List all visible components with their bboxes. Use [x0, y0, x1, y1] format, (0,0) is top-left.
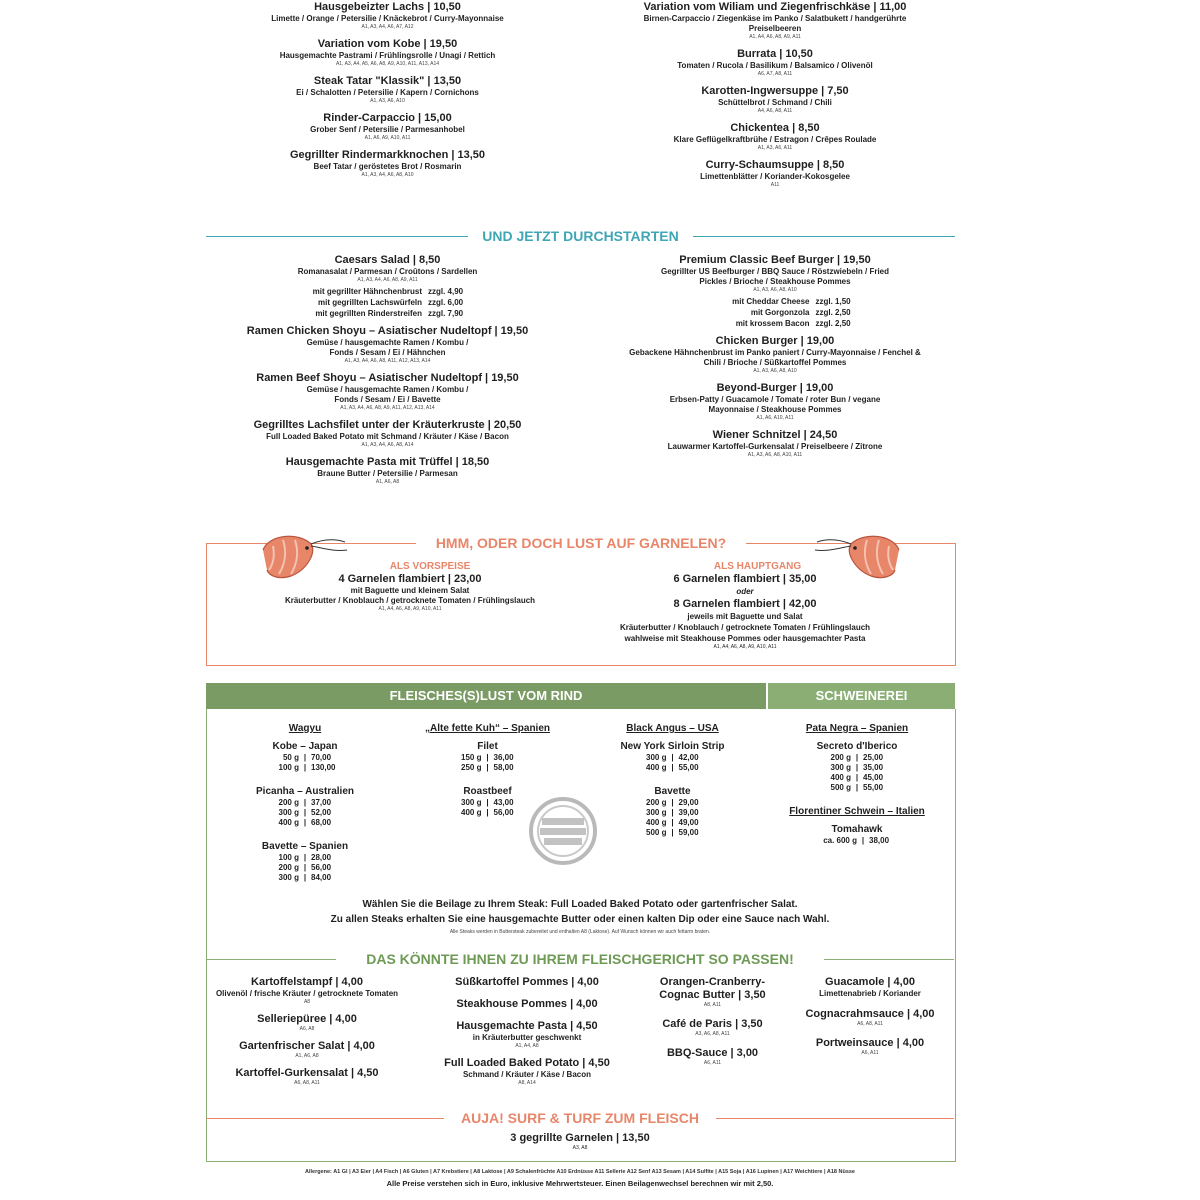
item-title: Beyond-Burger | 19,00 — [716, 382, 834, 394]
prawns-starter — [240, 561, 580, 620]
price: 25,00 — [863, 753, 884, 762]
weight: 400 g — [830, 773, 851, 782]
price: 36,00 — [493, 753, 514, 762]
price: 70,00 — [311, 753, 332, 762]
sides-col-2 — [432, 976, 622, 1094]
extra-price: zzgl. 6,00 — [428, 298, 464, 307]
weight-row: 400 g | 56,00 — [400, 808, 575, 818]
item-allergens: A1, A6, A8 — [295, 1053, 319, 1059]
steak-note-3: Alle Steaks werden in Buttersteak zubereitet und enthalten A8 (Laktose). Auf Wunsch können wir auch fettarm braten. — [449, 929, 711, 935]
item-title: Premium Classic Beef Burger | 19,50 — [679, 254, 871, 266]
price: 38,00 — [869, 836, 890, 845]
item-title: Kartoffelstampf | 4,00 — [251, 976, 363, 988]
item-desc: Olivenöl / frische Kräuter / getrocknete Tomaten — [215, 989, 399, 998]
item-title: Selleriepüree | 4,00 — [257, 1013, 357, 1025]
weight-row: 200 g | 37,00 — [225, 798, 385, 808]
item-title: Wiener Schnitzel | 24,50 — [712, 429, 838, 441]
weight: 200 g — [646, 798, 667, 807]
weight: 400 g — [646, 818, 667, 827]
menu-item — [620, 48, 930, 78]
item-allergens: A6, A11 — [861, 1050, 879, 1056]
price: 37,00 — [311, 798, 332, 807]
extra-row — [620, 296, 930, 307]
footer-prices: Alle Preise verstehen sich in Euro, inklusive Mehrwertsteuer. Einen Beilagenwechsel berechnen wir mit 2,50. — [386, 1179, 774, 1188]
weight: 50 g — [282, 753, 299, 762]
item-desc: oder — [736, 587, 754, 596]
section-title-durchstarten: UND JETZT DURCHSTARTEN — [482, 228, 679, 244]
weight-row: 300 g | 52,00 — [225, 808, 385, 818]
item-title: Süßkartoffel Pommes | 4,00 — [455, 976, 599, 988]
item-title: Steakhouse Pommes | 4,00 — [456, 998, 598, 1010]
menu-item — [225, 1, 550, 31]
menu-item — [225, 112, 550, 142]
item-desc: Lauwarmer Kartoffel-Gurkensalat / Preiselbeere / Zitrone — [667, 442, 883, 451]
pata-column — [772, 722, 942, 846]
item-allergens: A1, A3, A4, A6, A8, A9, A11, A12, A13, A14 — [340, 405, 435, 411]
item-allergens: A1, A3, A6, A8, A10, A11 — [747, 452, 803, 458]
weight: 150 g — [461, 753, 482, 762]
item-desc: in Kräuterbutter geschwenkt — [472, 1033, 582, 1042]
item-allergens: A1, A4, A6, A8, A9, A10, A11 — [713, 644, 777, 650]
menu-item — [640, 1018, 785, 1038]
item-desc: Tomaten / Rucola / Basilikum / Balsamico / Olivenöl — [677, 61, 873, 70]
logo-stamp-icon — [528, 796, 598, 866]
item-title: Hausgemachte Pasta mit Trüffel | 18,50 — [285, 456, 490, 468]
divider — [206, 1118, 444, 1119]
weight-row: 200 g | 56,00 — [225, 863, 385, 873]
item-desc: Romanasalat / Parmesan / Croûtons / Sardellen — [297, 267, 478, 276]
weight: 500 g — [830, 783, 851, 792]
prawns-main — [590, 561, 900, 651]
menu-item — [212, 1067, 402, 1087]
divider — [824, 959, 954, 960]
item-allergens: A1, A3, A4, A6, A8, A14 — [361, 442, 414, 448]
weight: 250 g — [461, 763, 482, 772]
menu-item — [432, 976, 622, 989]
price: 55,00 — [678, 763, 699, 772]
extra-label: mit gegrillter Hähnchenbrust — [312, 287, 422, 296]
weight-row: 50 g | 70,00 — [225, 753, 385, 763]
extra-price: zzgl. 4,90 — [428, 287, 464, 296]
item-allergens: A1, A3, A6, A10 — [370, 98, 405, 104]
weight: 100 g — [278, 853, 299, 862]
item-desc: Gegrillter US Beefburger / BBQ Sauce / Röstzwiebeln / Fried Pickles / Brioche / Steakhouse Pommes — [660, 267, 890, 286]
item-desc: Gemüse / hausgemachte Ramen / Kombu / Fonds / Sesam / Ei / Bavette — [306, 385, 469, 404]
item-desc: Schmand / Kräuter / Käse / Bacon — [462, 1070, 592, 1079]
extra-row — [620, 318, 930, 329]
starters-left-column — [225, 1, 550, 186]
starters-right-column — [620, 1, 930, 196]
weight: 200 g — [830, 753, 851, 762]
price: 35,00 — [863, 763, 884, 772]
item-allergens: A6, A11 — [703, 1060, 722, 1066]
price: 84,00 — [311, 873, 332, 882]
item-allergens: A8, A11 — [703, 1002, 722, 1008]
menu-item — [620, 1, 930, 41]
item-allergens: A1, A3, A4, A5, A6, A8, A9, A10, A11, A13, A14 — [335, 61, 440, 67]
weight-row: 100 g | 28,00 — [225, 853, 385, 863]
menu-item — [790, 1008, 950, 1028]
weight: 300 g — [830, 763, 851, 772]
divider — [693, 236, 955, 237]
weight: 200 g — [278, 798, 299, 807]
menu-item — [620, 429, 930, 459]
item-title: Karotten-Ingwersuppe | 7,50 — [701, 85, 849, 97]
item-allergens: A1, A3, A4, A6, A8, A10 — [361, 172, 414, 178]
menu-item — [240, 573, 580, 613]
mains-right-column — [620, 254, 930, 466]
item-title: Chicken Burger | 19,00 — [715, 335, 835, 347]
price: 56,00 — [493, 808, 514, 817]
price: 52,00 — [311, 808, 332, 817]
cut-name: Tomahawk — [831, 824, 883, 835]
weight: 300 g — [461, 798, 482, 807]
cut-name: Roastbeef — [463, 786, 512, 797]
pata-heading: Pata Negra – Spanien — [805, 723, 909, 734]
item-title: Caesars Salad | 8,50 — [334, 254, 441, 266]
menu-item — [225, 372, 550, 412]
item-desc: Kräuterbutter / Knoblauch / getrocknete Tomaten / Frühlingslauch — [284, 596, 536, 605]
item-title: Guacamole | 4,00 — [825, 976, 915, 988]
price: 56,00 — [311, 863, 332, 872]
divider — [716, 1118, 954, 1119]
weight-row: 300 g | 84,00 — [225, 873, 385, 883]
item-title: Full Loaded Baked Potato | 4,50 — [444, 1057, 610, 1069]
item-title: Chickentea | 8,50 — [730, 122, 820, 134]
menu-item — [432, 1020, 622, 1050]
item-title: Gartenfrischer Salat | 4,00 — [239, 1040, 375, 1052]
prawns-starter-label: ALS VORSPEISE — [389, 561, 471, 572]
menu-item — [432, 998, 622, 1011]
item-allergens: A11 — [770, 182, 780, 188]
item-title: Gegrilltes Lachsfilet unter der Kräuterkruste | 20,50 — [253, 419, 522, 431]
extra-row — [225, 286, 550, 297]
item-allergens: A3, A8 — [572, 1145, 588, 1151]
weight: 300 g — [278, 808, 299, 817]
cut-name: Bavette — [654, 786, 691, 797]
menu-item — [640, 1047, 785, 1067]
item-allergens: A1, A6, A10, A11 — [756, 415, 794, 421]
menu-item — [640, 976, 785, 1009]
cut-name: Filet — [477, 741, 498, 752]
price: 55,00 — [863, 783, 884, 792]
kuh-heading: „Alte fette Kuh“ – Spanien — [424, 723, 550, 734]
menu-item — [225, 38, 550, 68]
item-title: Café de Paris | 3,50 — [662, 1018, 763, 1030]
item-desc: Klare Geflügelkraftbrühe / Estragon / Crêpes Roulade — [673, 135, 877, 144]
item-desc: Limette / Orange / Petersilie / Knäckebrot / Curry-Mayonnaise — [271, 14, 504, 23]
item-desc: Schüttelbrot / Schmand / Chili — [718, 98, 832, 107]
item-title: Ramen Beef Shoyu – Asiatischer Nudeltopf | 19,50 — [256, 372, 519, 384]
menu-item — [225, 456, 550, 486]
item-title: Variation vom Kobe | 19,50 — [317, 38, 458, 50]
divider — [206, 236, 468, 237]
weight: 300 g — [646, 753, 667, 762]
menu-item — [225, 149, 550, 179]
weight: 400 g — [461, 808, 482, 817]
menu-item — [212, 1040, 402, 1060]
weight: 100 g — [278, 763, 299, 772]
item-title: Hausgebeizter Lachs | 10,50 — [314, 1, 461, 13]
weight-row: ca. 600 g | 38,00 — [772, 836, 942, 846]
item-allergens: A1, A3, A6, A8, A10 — [753, 287, 797, 293]
florentiner-heading: Florentiner Schwein – Italien — [789, 806, 925, 817]
item-allergens: A1, A3, A4, A6, A8, A9, A11 — [357, 277, 418, 283]
menu-item — [620, 382, 930, 422]
sides-col-3 — [640, 976, 785, 1074]
pork-header-text: SCHWEINEREI — [815, 688, 908, 703]
weight: 500 g — [646, 828, 667, 837]
weight-row: 300 g | 43,00 — [400, 798, 575, 808]
item-title: Variation vom Wiliam und Ziegenfrischkäse | 11,00 — [643, 1, 907, 13]
item-allergens: A6, A7, A8, A11 — [757, 71, 793, 77]
item-desc: Kräuterbutter / Knoblauch / getrocknete Tomaten / Frühlingslauch — [619, 623, 871, 632]
weight-row: 400 g | 45,00 — [772, 773, 942, 783]
item-allergens: A1, A6, A9, A10, A11 — [364, 135, 411, 141]
item-desc: wahlweise mit Steakhouse Pommes oder hausgemachter Pasta — [624, 634, 866, 643]
beef-header-text: FLEISCHES(S)LUST VOM RIND — [389, 688, 583, 703]
wagyu-heading: Wagyu — [288, 723, 322, 734]
extra-label: mit gegrillten Lachswürfeln — [317, 298, 422, 307]
item-desc: Braune Butter / Petersilie / Parmesan — [317, 469, 458, 478]
weight-row: 500 g | 55,00 — [772, 783, 942, 793]
price: 29,00 — [678, 798, 699, 807]
weight: 300 g — [278, 873, 299, 882]
cut-name: Secreto d'Iberico — [816, 741, 898, 752]
steak-note-2: Zu allen Steaks erhalten Sie eine hausgemachte Butter oder einen kalten Dip oder eine Sauce nach Wahl. — [330, 914, 830, 925]
item-desc: Birnen-Carpaccio / Ziegenkäse im Panko / Salatbukett / handgerührte Preiselbeeren — [643, 14, 907, 33]
price: 43,00 — [493, 798, 514, 807]
extra-row — [620, 307, 930, 318]
weight-row: 400 g | 68,00 — [225, 818, 385, 828]
item-allergens: A8 — [303, 999, 311, 1005]
item-title: Cognacrahmsauce | 4,00 — [805, 1008, 935, 1020]
menu-item — [225, 254, 550, 284]
price: 130,00 — [311, 763, 336, 772]
price: 45,00 — [863, 773, 884, 782]
section-title-sides: DAS KÖNNTE IHNEN ZU IHREM FLEISCHGERICHT SO PASSEN! — [366, 951, 794, 967]
item-title: Steak Tatar "Klassik" | 13,50 — [313, 75, 462, 87]
item-title: Gegrillter Rindermarkknochen | 13,50 — [289, 149, 486, 161]
menu-item — [225, 325, 550, 365]
item-desc: Gemüse / hausgemachte Ramen / Kombu / Fonds / Sesam / Ei / Hähnchen — [306, 338, 469, 357]
item-desc: Grober Senf / Petersilie / Parmesanhobel — [310, 125, 465, 134]
menu-item — [620, 159, 930, 189]
item-allergens: A6, A8, A11 — [857, 1021, 883, 1027]
extra-row — [225, 308, 550, 319]
item-title: 6 Garnelen flambiert | 35,00 — [673, 573, 817, 585]
price: 39,00 — [678, 808, 699, 817]
menu-item — [620, 254, 930, 294]
section-title-surf: AUJA! SURF & TURF ZUM FLEISCH — [461, 1110, 699, 1126]
item-allergens: A6, A8 — [299, 1026, 315, 1032]
divider — [206, 959, 336, 960]
item-allergens: A1, A4, A6, A8, A9, A10, A11 — [378, 606, 442, 612]
extra-price: zzgl. 7,90 — [428, 309, 464, 318]
weight: 300 g — [646, 808, 667, 817]
item-allergens: A1, A3, A6, A11 — [757, 145, 793, 151]
item-title: Hausgemachte Pasta | 4,50 — [456, 1020, 598, 1032]
item-desc: Ei / Schalotten / Petersilie / Kapern / Cornichons — [296, 88, 479, 97]
extra-label: mit krossem Bacon — [735, 319, 810, 328]
item-allergens: A1, A3, A4, A6, A8, A11, A12, A13, A14 — [344, 358, 431, 364]
section-title-prawns: HMM, ODER DOCH LUST AUF GARNELEN? — [435, 535, 727, 551]
weight-row: 300 g | 39,00 — [590, 808, 755, 818]
menu-item — [620, 85, 930, 115]
weight-row: 150 g | 36,00 — [400, 753, 575, 763]
extra-row — [225, 297, 550, 308]
weight-row: 300 g | 42,00 — [590, 753, 755, 763]
item-allergens: A1, A3, A6, A8, A10 — [753, 368, 797, 374]
weight-row: 200 g | 25,00 — [772, 753, 942, 763]
price: 68,00 — [311, 818, 332, 827]
item-desc: Beef Tatar / geröstetes Brot / Rosmarin — [313, 162, 462, 171]
weight-row: 250 g | 58,00 — [400, 763, 575, 773]
weight-row: 500 g | 59,00 — [590, 828, 755, 838]
item-title: Burrata | 10,50 — [737, 48, 813, 60]
menu-item — [225, 419, 550, 449]
item-title: BBQ-Sauce | 3,00 — [666, 1047, 759, 1059]
item-allergens: A1, A6, A8 — [375, 479, 400, 485]
item-title: Rinder-Carpaccio | 15,00 — [323, 112, 452, 124]
extra-label: mit Cheddar Cheese — [732, 297, 810, 306]
price: 28,00 — [311, 853, 332, 862]
item-desc: mit Baguette und kleinem Salat — [350, 586, 470, 595]
price: 42,00 — [678, 753, 699, 762]
item-title: Ramen Chicken Shoyu – Asiatischer Nudeltopf | 19,50 — [246, 325, 529, 337]
menu-item — [620, 122, 930, 152]
item-desc: Limettenblätter / Koriander-Kokosgelee — [700, 172, 850, 181]
item-allergens: A4, A6, A8, A11 — [757, 108, 793, 114]
weight: ca. 600 g — [823, 836, 857, 845]
menu-item — [432, 1057, 622, 1087]
item-allergens: A8, A14 — [518, 1080, 536, 1086]
item-title: Orangen-Cranberry-Cognac Butter | 3,50 — [659, 976, 766, 1001]
menu-item — [225, 75, 550, 105]
sides-col-4 — [790, 976, 950, 1064]
item-allergens: A1, A4, A6, A8, A9, A11 — [749, 34, 801, 40]
item-title: 4 Garnelen flambiert | 23,00 — [338, 573, 482, 585]
item-desc: Full Loaded Baked Potato mit Schmand / Kräuter / Käse / Bacon — [266, 432, 509, 441]
weight-row: 400 g | 49,00 — [590, 818, 755, 828]
menu-item — [620, 335, 930, 375]
price: 59,00 — [678, 828, 699, 837]
cut-name: Bavette – Spanien — [261, 841, 349, 852]
item-allergens: A6, A8, A11 — [294, 1080, 320, 1086]
angus-column — [590, 722, 755, 838]
item-title: Kartoffel-Gurkensalat | 4,50 — [235, 1067, 379, 1079]
mains-left-column — [225, 254, 550, 493]
weight-row: 300 g | 35,00 — [772, 763, 942, 773]
item-desc: jeweils mit Baguette und Salat — [687, 612, 803, 621]
item-title: 3 gegrillte Garnelen | 13,50 — [510, 1132, 650, 1144]
weight: 400 g — [278, 818, 299, 827]
item-desc: Gebackene Hähnchenbrust im Panko paniert / Curry-Mayonnaise / Fenchel & Chili / Brioche / Süßkartoffel Pommes — [629, 348, 921, 367]
item-desc: Limettenabrieb / Koriander — [819, 989, 921, 998]
prawns-main-label: ALS HAUPTGANG — [713, 561, 802, 572]
item-allergens: A1, A3, A4, A6, A7, A12 — [361, 24, 414, 30]
menu-item — [790, 1037, 950, 1057]
item-allergens: A1, A4, A8 — [515, 1043, 539, 1049]
item-title: Curry-Schaumsuppe | 8,50 — [705, 159, 845, 171]
item-allergens: A3, A6, A8, A11 — [695, 1031, 730, 1037]
price: 49,00 — [678, 818, 699, 827]
item-title: 8 Garnelen flambiert | 42,00 — [673, 598, 817, 610]
menu-item — [212, 976, 402, 1006]
weight-row: 400 g | 55,00 — [590, 763, 755, 773]
item-title: Portweinsauce | 4,00 — [815, 1037, 925, 1049]
weight: 400 g — [646, 763, 667, 772]
menu-item — [212, 1013, 402, 1033]
extra-price: zzgl. 1,50 — [815, 297, 851, 306]
footer-allergens: Allergene: A1 Gl | A3 Eier | A4 Fisch | A6 Gluten | A7 Krebstiere | A8 Laktose | A9 Schalenfrüchte A10 Erdnüsse A11 Sellerie A12 Senf A13 Sesam | A14 Sulfite | A15 Soja | A16 Lupinen | A17 Weichtiere | A18 Nüsse — [304, 1169, 855, 1175]
cut-name: New York Sirloin Strip — [620, 741, 725, 752]
sides-col-1 — [212, 976, 402, 1094]
item-desc: Erbsen-Patty / Guacamole / Tomate / roter Bun / vegane Mayonnaise / Steakhouse Pommes — [669, 395, 881, 414]
weight-row: 100 g | 130,00 — [225, 763, 385, 773]
weight: 200 g — [278, 863, 299, 872]
price: 58,00 — [493, 763, 514, 772]
steak-note-1: Wählen Sie die Beilage zu Ihrem Steak: Full Loaded Baked Potato oder gartenfrischer Salat. — [362, 899, 798, 910]
surf-item — [206, 1132, 954, 1152]
cut-name: Kobe – Japan — [272, 741, 338, 752]
weight-row: 200 g | 29,00 — [590, 798, 755, 808]
extra-label: mit gegrillten Rinderstreifen — [315, 309, 422, 318]
wagyu-column — [225, 722, 385, 883]
menu-item — [790, 976, 950, 999]
cut-name: Picanha – Australien — [256, 786, 354, 797]
angus-heading: Black Angus – USA — [626, 723, 719, 734]
extra-price: zzgl. 2,50 — [815, 319, 851, 328]
item-desc: Hausgemachte Pastrami / Frühlingsrolle / Unagi / Rettich — [279, 51, 496, 60]
extra-label: mit Gorgonzola — [750, 308, 810, 317]
extra-price: zzgl. 2,50 — [815, 308, 851, 317]
